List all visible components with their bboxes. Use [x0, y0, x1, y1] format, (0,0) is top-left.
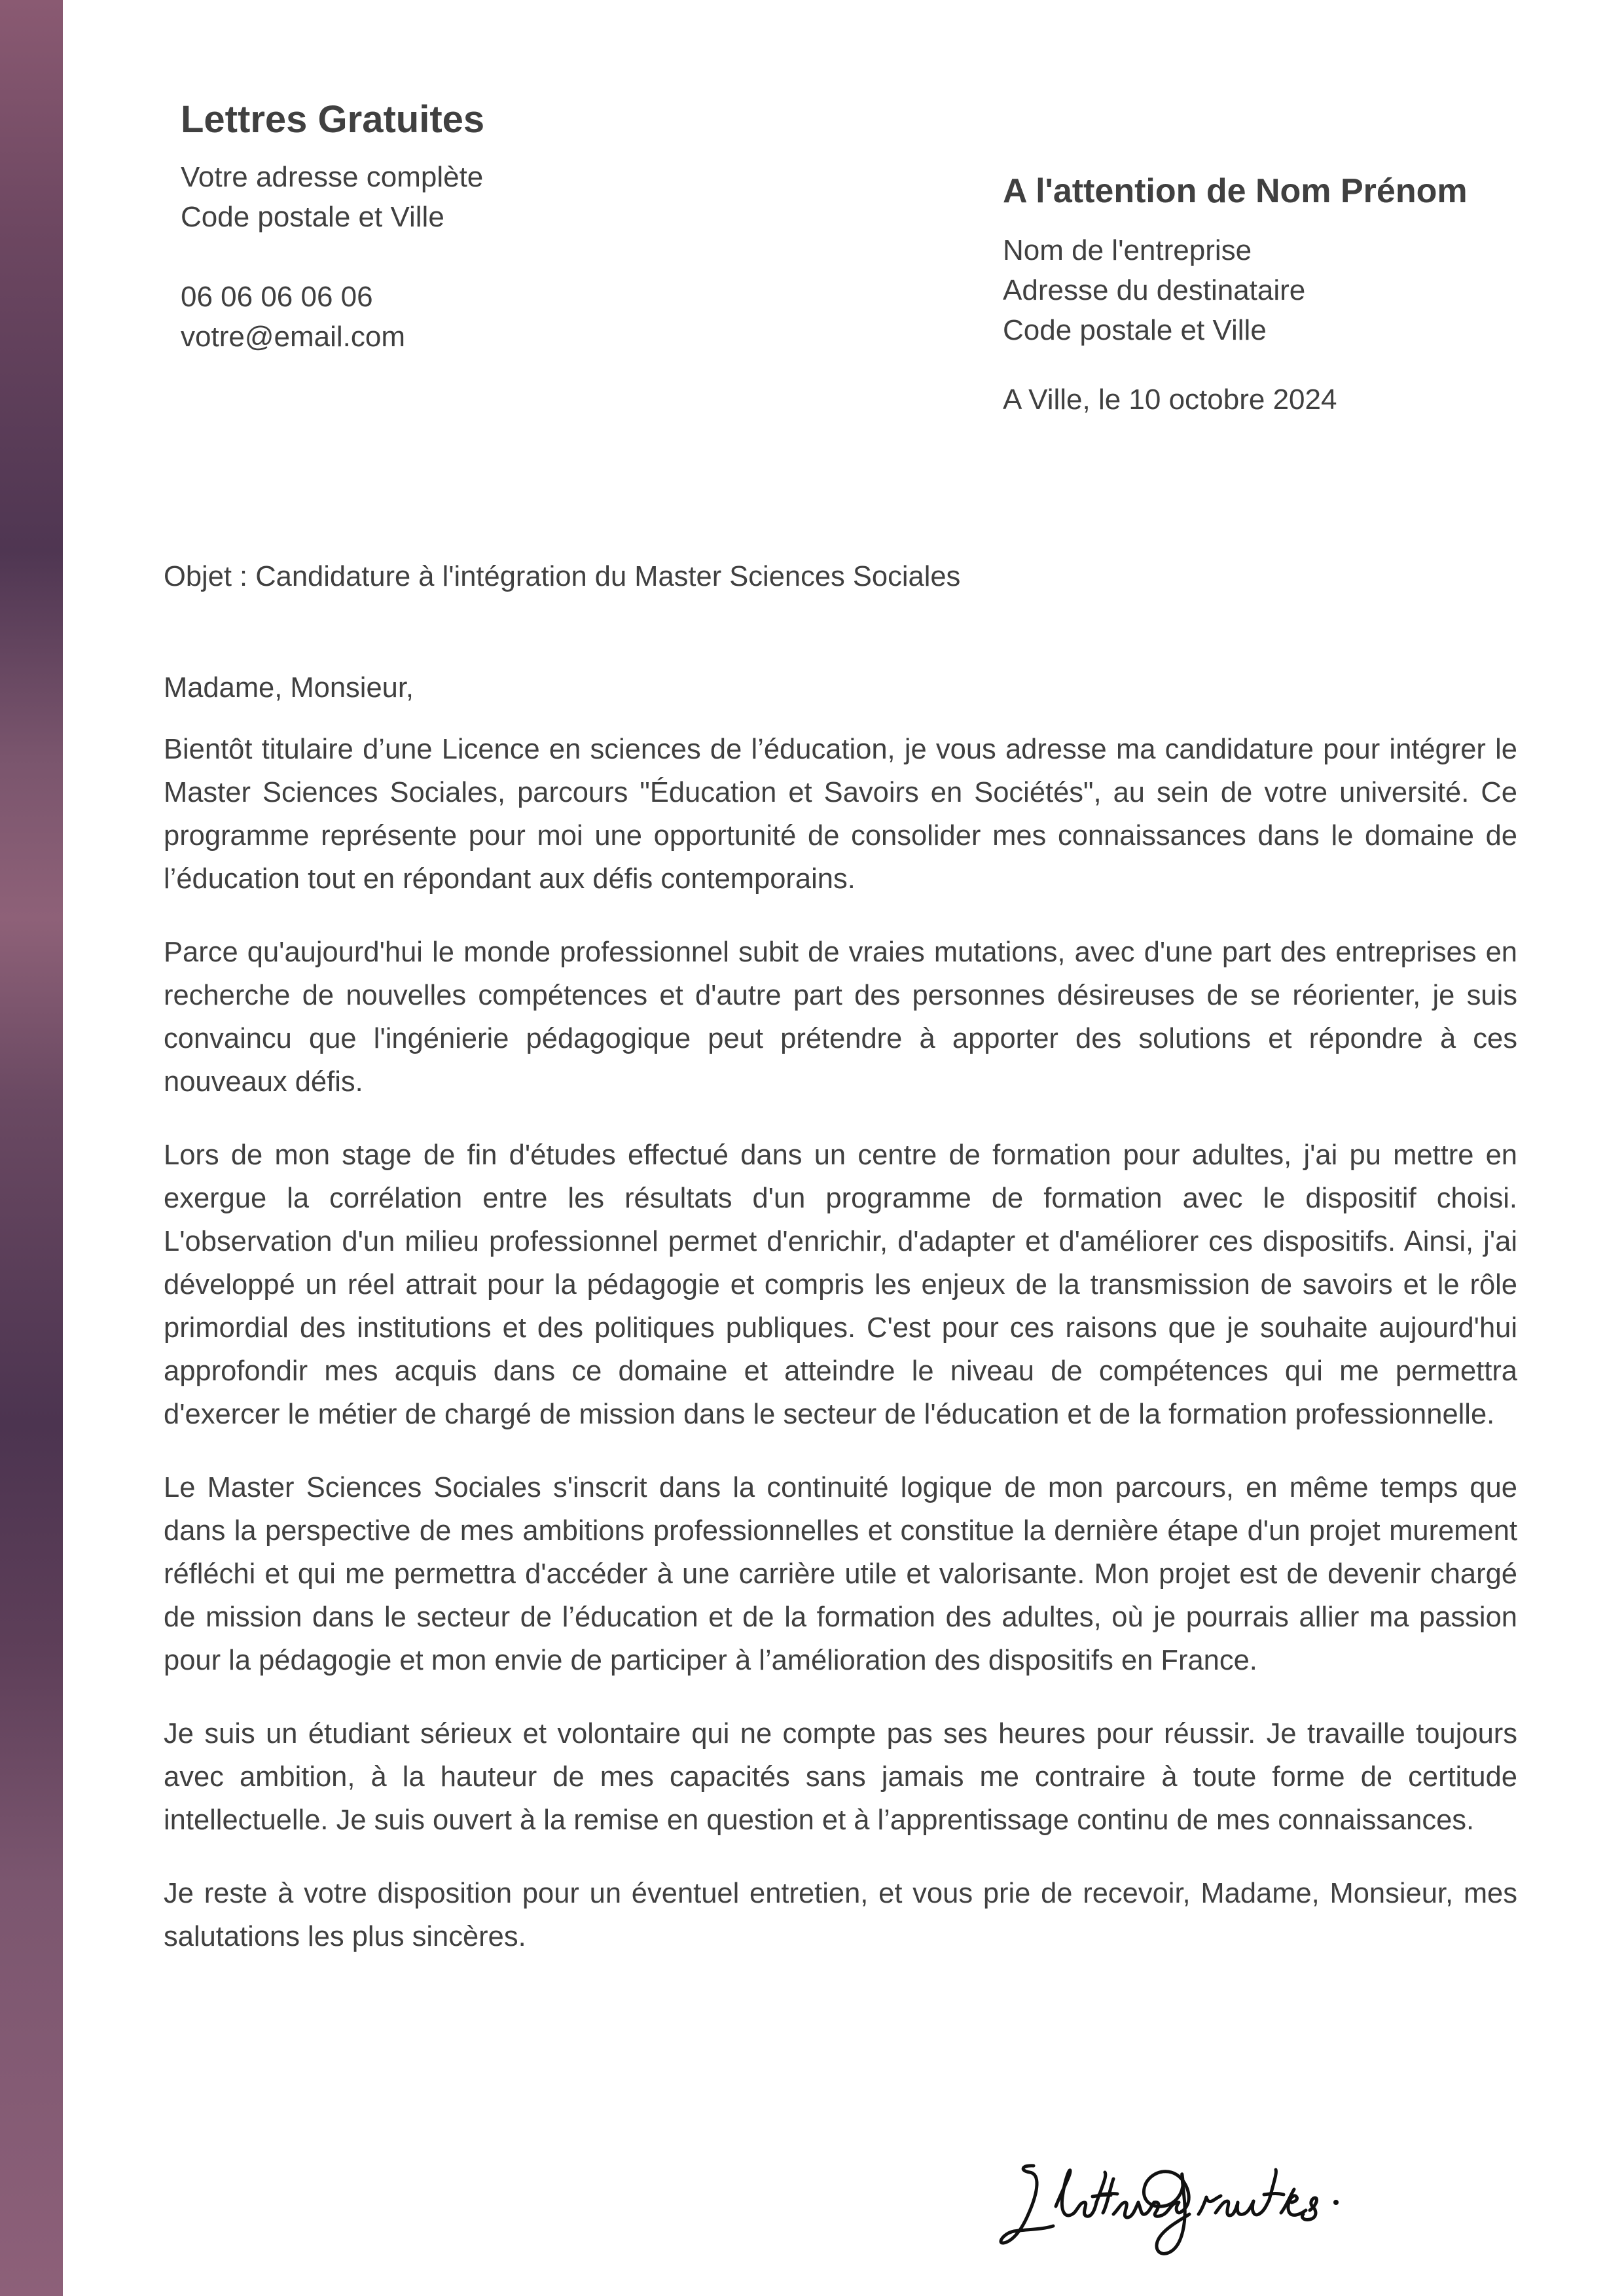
- recipient-attention: A l'attention de Nom Prénom: [1003, 172, 1468, 210]
- sender-phone: 06 06 06 06 06: [181, 281, 373, 313]
- letter-paragraph: Le Master Sciences Sociales s'inscrit dans la continuité logique de mon parcours, en même temps que dans la perspective de mes ambitions professionnelles et constitue la dernière étape d'un projet murement réfléchi et qui me permettra d'accéder à une carrière utile et valorisante. Mon projet est de devenir chargé de mission dans le secteur de l’éducation et de la formation des adultes, où je pourrais allier ma passion pour la pédagogie et mon envie de participer à l’amélioration des dispositifs en France.: [164, 1472, 1517, 1676]
- letter-paragraph: Parce qu'aujourd'hui le monde professionnel subit de vraies mutations, avec d'une part des entreprises en recherche de nouvelles compétences et d'autre part des personnes désireuses de se réorienter, je suis convaincu que l'ingénierie pédagogique peut prétendre à apporter des solutions et répondre à ces nouveaux défis.: [164, 937, 1517, 1098]
- recipient-address: Adresse du destinataire: [1003, 274, 1306, 306]
- place-date: A Ville, le 10 octobre 2024: [1003, 384, 1337, 416]
- handwritten-signature: [985, 2098, 1352, 2261]
- letter-salutation: Madame, Monsieur,: [164, 672, 414, 704]
- recipient-block: [1003, 170, 1500, 420]
- letter-paragraph: Je suis un étudiant sérieux et volontaire qui ne compte pas ses heures pour réussir. Je travaille toujours avec ambition, à la hauteur de mes capacités sans jamais me contraire à toute forme de certitude intellectuelle. Je suis ouvert à la remise en question et à l’apprentissage continu de mes connaissances.: [164, 1718, 1517, 1836]
- recipient-company: Nom de l'entreprise: [1003, 234, 1252, 266]
- sender-name: Lettres Gratuites: [181, 98, 485, 141]
- letter-body: [164, 555, 1517, 1958]
- letter-paragraph: Je reste à votre disposition pour un éventuel entretien, et vous prie de recevoir, Madame, Monsieur, mes salutations les plus sincères.: [164, 1878, 1517, 1952]
- sender-email: votre@email.com: [181, 321, 405, 353]
- letter-subject: Objet : Candidature à l'intégration du Master Sciences Sociales: [164, 561, 961, 592]
- letter-paragraph: Lors de mon stage de fin d'études effectué dans un centre de formation pour adultes, j'ai pu mettre en exergue la corrélation entre les résultats d'un programme de formation avec le dispositif choisi. L'observation d'un milieu professionnel permet d'enrichir, d'adapter et d'améliorer ces dispositifs. Ainsi, j'ai développé un réel attrait pour la pédagogie et compris les enjeux de la transmission de savoirs et le rôle primordial des institutions et des politiques publiques. C'est pour ces raisons que je souhaite aujourd'hui approfondir mes acquis dans ce domaine et atteindre le niveau de compétences qui me permettra d'exercer le métier de chargé de mission dans le secteur de l'éducation et de la formation professionnelle.: [164, 1139, 1517, 1430]
- recipient-city: Code postale et Ville: [1003, 314, 1267, 346]
- sender-spacer: [181, 237, 678, 277]
- sender-city: Code postale et Ville: [181, 201, 444, 233]
- decorative-side-band: [0, 0, 63, 2296]
- signature-drawing: [985, 2098, 1352, 2261]
- sender-block: [181, 97, 678, 357]
- sender-address: Votre adresse complète: [181, 161, 484, 193]
- letter-paragraph: Bientôt titulaire d’une Licence en sciences de l’éducation, je vous adresse ma candidature pour intégrer le Master Sciences Sociales, parcours "Éducation et Savoirs en Sociétés", au sein de votre université. Ce programme représente pour moi une opportunité de consolider mes connaissances dans le domaine de l’éducation tout en répondant aux défis contemporains.: [164, 734, 1517, 895]
